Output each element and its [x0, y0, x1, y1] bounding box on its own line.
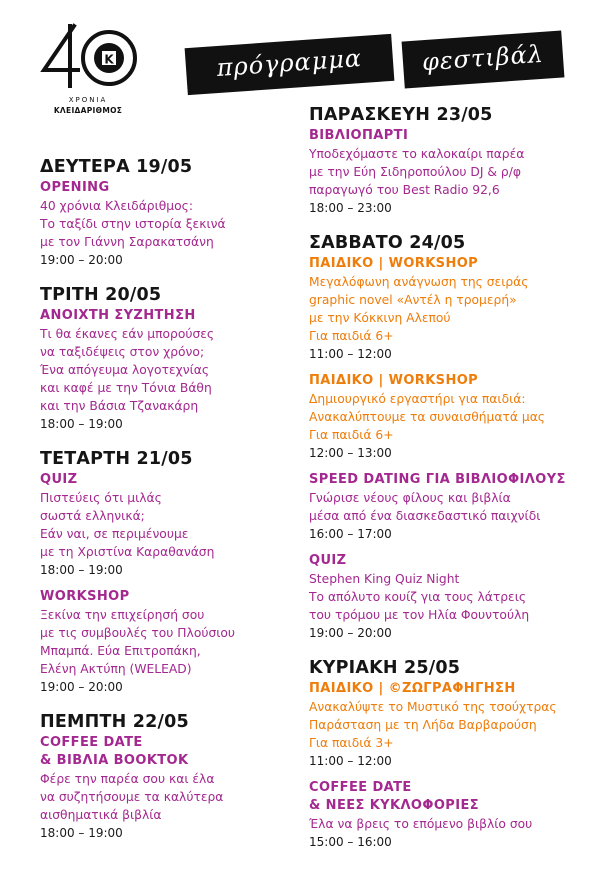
event-category: WORKSHOP	[40, 589, 130, 604]
event-description-line: Τι θα έκανες εάν μπορούσες	[40, 327, 215, 341]
event-item	[309, 255, 589, 363]
event-description-line: με τις συμβουλές του Πλούσιου	[40, 626, 236, 640]
event-item	[40, 471, 302, 579]
day-block	[309, 104, 589, 217]
event-description-line: Υποδεχόμαστε το καλοκαίρι παρέα	[309, 147, 525, 161]
event-time: 19:00 – 20:00	[40, 680, 123, 694]
day-title: ΠΕΜΠΤΗ 22/05	[40, 712, 189, 732]
event-description-line: Stephen King Quiz Night	[309, 572, 460, 586]
event-description-line: Ελένη Ακτύπη (WELEAD)	[40, 662, 192, 676]
event-item	[309, 779, 589, 851]
day-block	[40, 711, 302, 842]
event-time: 11:00 – 12:00	[309, 754, 392, 768]
event-description-line: παραγωγό του Best Radio 92,6	[309, 183, 500, 197]
event-description-line: 40 χρόνια Κλειδάριθμος:	[40, 199, 194, 213]
event-category: QUIZ	[309, 553, 347, 568]
event-description-line: Πιστεύεις ότι μιλάς	[40, 491, 162, 505]
festival-logo	[38, 20, 148, 115]
event-time: 12:00 – 13:00	[309, 446, 392, 460]
logo-40-icon	[38, 20, 138, 94]
event-description-line: Για παιδιά 6+	[309, 329, 394, 343]
event-category: ΑΝΟΙΧΤΗ ΣΥΖΗΤΗΣΗ	[40, 308, 196, 323]
event-time: 16:00 – 17:00	[309, 527, 392, 541]
event-item	[309, 680, 589, 770]
event-description-line: να συζητήσουμε τα καλύτερα	[40, 790, 224, 804]
event-item	[40, 734, 302, 842]
event-description-line: σωστά ελληνικά;	[40, 509, 145, 523]
event-item	[309, 471, 589, 543]
day-title: ΠΑΡΑΣΚΕΥΗ 23/05	[309, 105, 493, 125]
event-description-line: και καφέ με την Τόνια Βάθη	[40, 381, 212, 395]
event-item	[40, 307, 302, 433]
event-category: SPEED DATING ΓΙΑ ΒΙΒΛΙΟΦΙΛΟΥΣ	[309, 472, 566, 487]
event-time: 18:00 – 19:00	[40, 826, 123, 840]
day-block	[40, 448, 302, 696]
day-block	[40, 284, 302, 433]
banner-festival	[402, 30, 565, 88]
schedule-right-column	[309, 104, 589, 866]
banner-word-program: πρόγραμμα	[215, 43, 363, 83]
event-description-line: να ταξιδέψεις στον χρόνο;	[40, 345, 205, 359]
event-time: 18:00 – 23:00	[309, 201, 392, 215]
logo-subtitle-brand: ΚΛΕΙΔΑΡΙΘΜΟΣ	[53, 106, 123, 115]
event-category: QUIZ	[40, 472, 78, 487]
event-description-line: Ανακαλύψτε το Μυστικό της τσούχτρας	[309, 700, 557, 714]
event-category: ΠΑΙΔΙΚΟ | WORKSHOP	[309, 373, 479, 388]
day-block	[309, 657, 589, 851]
event-category: COFFEE DATE	[40, 735, 143, 750]
event-item	[309, 127, 589, 217]
event-description-line: Φέρε την παρέα σου και έλα	[40, 772, 215, 786]
day-title: ΤΡΙΤΗ 20/05	[40, 285, 162, 305]
event-time: 18:00 – 19:00	[40, 417, 123, 431]
event-description-line: Το ταξίδι στην ιστορία ξεκινά	[40, 217, 226, 231]
day-block	[309, 232, 589, 642]
event-description-line: Δημιουργικό εργαστήρι για παιδιά:	[309, 392, 526, 406]
event-time: 15:00 – 16:00	[309, 835, 392, 849]
event-description-line: Παράσταση με τη Λήδα Βαρβαρούση	[309, 718, 537, 732]
event-description-line: Για παιδιά 6+	[309, 428, 394, 442]
event-item	[40, 588, 302, 696]
event-description-line: Το απόλυτο κουίζ για τους λάτρεις	[309, 590, 527, 604]
event-description-line: Έλα να βρεις το επόμενο βιβλίο σου	[309, 817, 533, 831]
event-description-line: μέσα από ένα διασκεδαστικό παιχνίδι	[309, 509, 541, 523]
event-time: 19:00 – 20:00	[309, 626, 392, 640]
event-category-line-2: & ΝΕΕΣ ΚΥΚΛΟΦΟΡΙΕΣ	[309, 798, 480, 813]
event-description-line: Ένα απόγευμα λογοτεχνίας	[40, 363, 210, 377]
event-description-line: αισθηματικά βιβλία	[40, 808, 162, 822]
event-description-line: με την Κόκκινη Αλεπού	[309, 311, 451, 325]
event-category: OPENING	[40, 180, 110, 195]
event-description-line: με τη Χριστίνα Καραθανάση	[40, 545, 215, 559]
day-title: ΤΕΤΑΡΤΗ 21/05	[40, 449, 193, 469]
event-description-line: του τρόμου με τον Ηλία Φουντούλη	[309, 608, 530, 622]
event-item	[309, 372, 589, 462]
event-category: ΠΑΙΔΙΚΟ | WORKSHOP	[309, 256, 479, 271]
day-block	[40, 156, 302, 269]
event-time: 19:00 – 20:00	[40, 253, 123, 267]
event-description-line: Για παιδιά 3+	[309, 736, 394, 750]
event-item	[309, 552, 589, 642]
event-description-line: Ανακαλύπτουμε τα συναισθήματά μας	[309, 410, 546, 424]
logo-subtitle-years: ΧΡΟΝΙΑ	[68, 96, 108, 104]
event-description-line: Μπαμπά. Εύα Επιτροπάκη,	[40, 644, 201, 658]
event-category: COFFEE DATE	[309, 780, 412, 795]
event-description-line: graphic novel «Αντέλ η τρομερή»	[309, 293, 517, 307]
event-description-line: με την Εύη Σιδηροπούλου DJ & ρ/φ	[309, 165, 521, 179]
event-description-line: Γνώρισε νέους φίλους και βιβλία	[309, 491, 511, 505]
schedule-left-column	[40, 156, 302, 857]
event-description-line: Εάν ναι, σε περιμένουμε	[40, 527, 189, 541]
event-description-line: Ξεκίνα την επιχείρησή σου	[40, 608, 205, 622]
event-category-line-2: & ΒΙΒΛΙΑ BOOKTOK	[40, 753, 189, 768]
day-title: ΚΥΡΙΑΚΗ 25/05	[309, 658, 461, 678]
day-title: ΣΑΒΒΑΤΟ 24/05	[309, 233, 466, 253]
event-description-line: και την Βάσια Τζανακάρη	[40, 399, 199, 413]
banner-word-festival: φεστιβάλ	[421, 39, 545, 77]
event-time: 18:00 – 19:00	[40, 563, 123, 577]
banner-program	[185, 34, 395, 95]
event-time: 11:00 – 12:00	[309, 347, 392, 361]
day-title: ΔΕΥΤΕΡΑ 19/05	[40, 157, 193, 177]
event-category: ΒΙΒΛΙΟΠΑΡΤΙ	[309, 128, 409, 143]
event-description-line: Μεγαλόφωνη ανάγνωση της σειράς	[309, 275, 529, 289]
event-item	[40, 179, 302, 269]
event-category: ΠΑΙΔΙΚΟ | ©ΖΩΓΡΑΦΗΓΗΣΗ	[309, 681, 516, 696]
event-description-line: με τον Γιάννη Σαρακατσάνη	[40, 235, 214, 249]
logo-mark: K	[104, 52, 114, 67]
